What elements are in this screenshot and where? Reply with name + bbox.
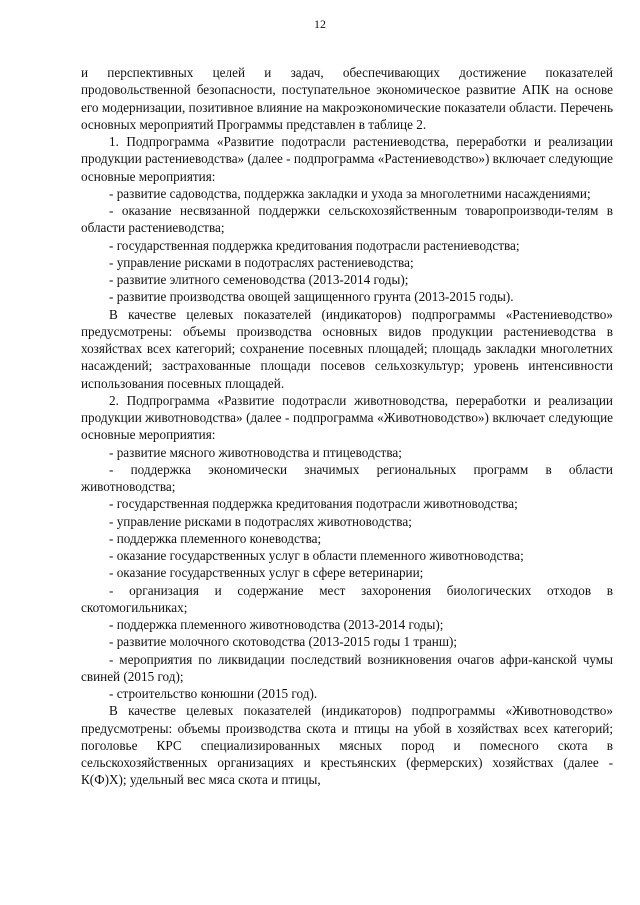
paragraph-indicators-1: В качестве целевых показателей (индикаторов) подпрограммы «Растениеводство» предусмотрены: объемы производства основных видов продукции растениеводства в хозяйствах всех категорий; сохранение посевных площадей; площадь закладки многолетних насаждений; застрахованные площади посевов сельхозкультур; уровень интенсивности использования посевных площадей. <box>81 306 613 391</box>
list-item: - развитие молочного скотоводства (2013-2015 годы 1 транш); <box>109 634 458 650</box>
paragraph-subprogram-1: 1. Подпрограмма «Развитие подотрасли растениеводства, переработки и реализации продукции растениеводства» (далее - подпрограмма «Растениеводство») включает следующие основные мероприятия: <box>81 134 613 184</box>
list-item: - управление рисками в подотраслях животноводства; <box>109 513 412 529</box>
list-item: - развитие элитного семеноводства (2013-2014 годы); <box>109 272 409 287</box>
list-item: - строительство конюшни (2015 год). <box>109 686 318 701</box>
list-item: - развитие мясного животноводства и птицеводства; <box>109 444 402 460</box>
list-item: - оказание несвязанной поддержки сельскохозяйственным товаропроизводи-телям в области растениеводства; <box>81 203 613 236</box>
document-body <box>81 64 613 789</box>
list-item: - развитие производства овощей защищенного грунта (2013-2015 годы). <box>109 289 514 305</box>
page-number: 12 <box>314 17 326 31</box>
paragraph-indicators-2: В качестве целевых показателей (индикаторов) подпрограммы «Животноводство» предусмотрены: объемы производства скота и птицы на убой в хозяйствах всех категорий; поголовье КРС специализированных мясных пород и помесного скота в сельскохозяйственных организациях и крестьянских (фермерских) хозяйствах (далее - К(Ф)Х); удельный вес мяса скота и птицы, <box>81 703 613 788</box>
list-item: - поддержка племенного животноводства (2013-2014 годы); <box>109 617 444 632</box>
list-item: - поддержка племенного коневодства; <box>109 530 322 546</box>
list-item: - государственная поддержка кредитования подотрасли растениеводства; <box>109 237 520 253</box>
list-item: - оказание государственных услуг в области племенного животноводства; <box>109 548 524 563</box>
paragraph-subprogram-2: 2. Подпрограмма «Развитие подотрасли животноводства, переработки и реализации продукции животноводства» (далее - подпрограмма «Животноводство») включает следующие основные мероприятия: <box>81 392 613 443</box>
list-item: - государственная поддержка кредитования подотрасли животноводства; <box>109 496 518 512</box>
list-item: - мероприятия по ликвидации последствий возникновения очагов афри-канской чумы свиней (2015 год); <box>81 651 613 684</box>
list-item: - организация и содержание мест захоронения биологических отходов в скотомогильниках; <box>81 582 613 615</box>
list-item: - оказание государственных услуг в сфере ветеринарии; <box>109 565 424 581</box>
paragraph-intro: и перспективных целей и задач, обеспечивающих достижение показателей продовольственной безопасности, поступательное экономическое развитие АПК на основе его модернизации, позитивное влияние на макроэкономические показатели области. Перечень основных мероприятий Программы представлен в таблице 2. <box>81 65 613 132</box>
list-item: - развитие садоводства, поддержка закладки и ухода за многолетними насаждениями; <box>109 185 591 201</box>
list-item: - управление рисками в подотраслях растениеводства; <box>109 254 414 270</box>
list-item: - поддержка экономически значимых региональных программ в области животноводства; <box>81 461 613 494</box>
